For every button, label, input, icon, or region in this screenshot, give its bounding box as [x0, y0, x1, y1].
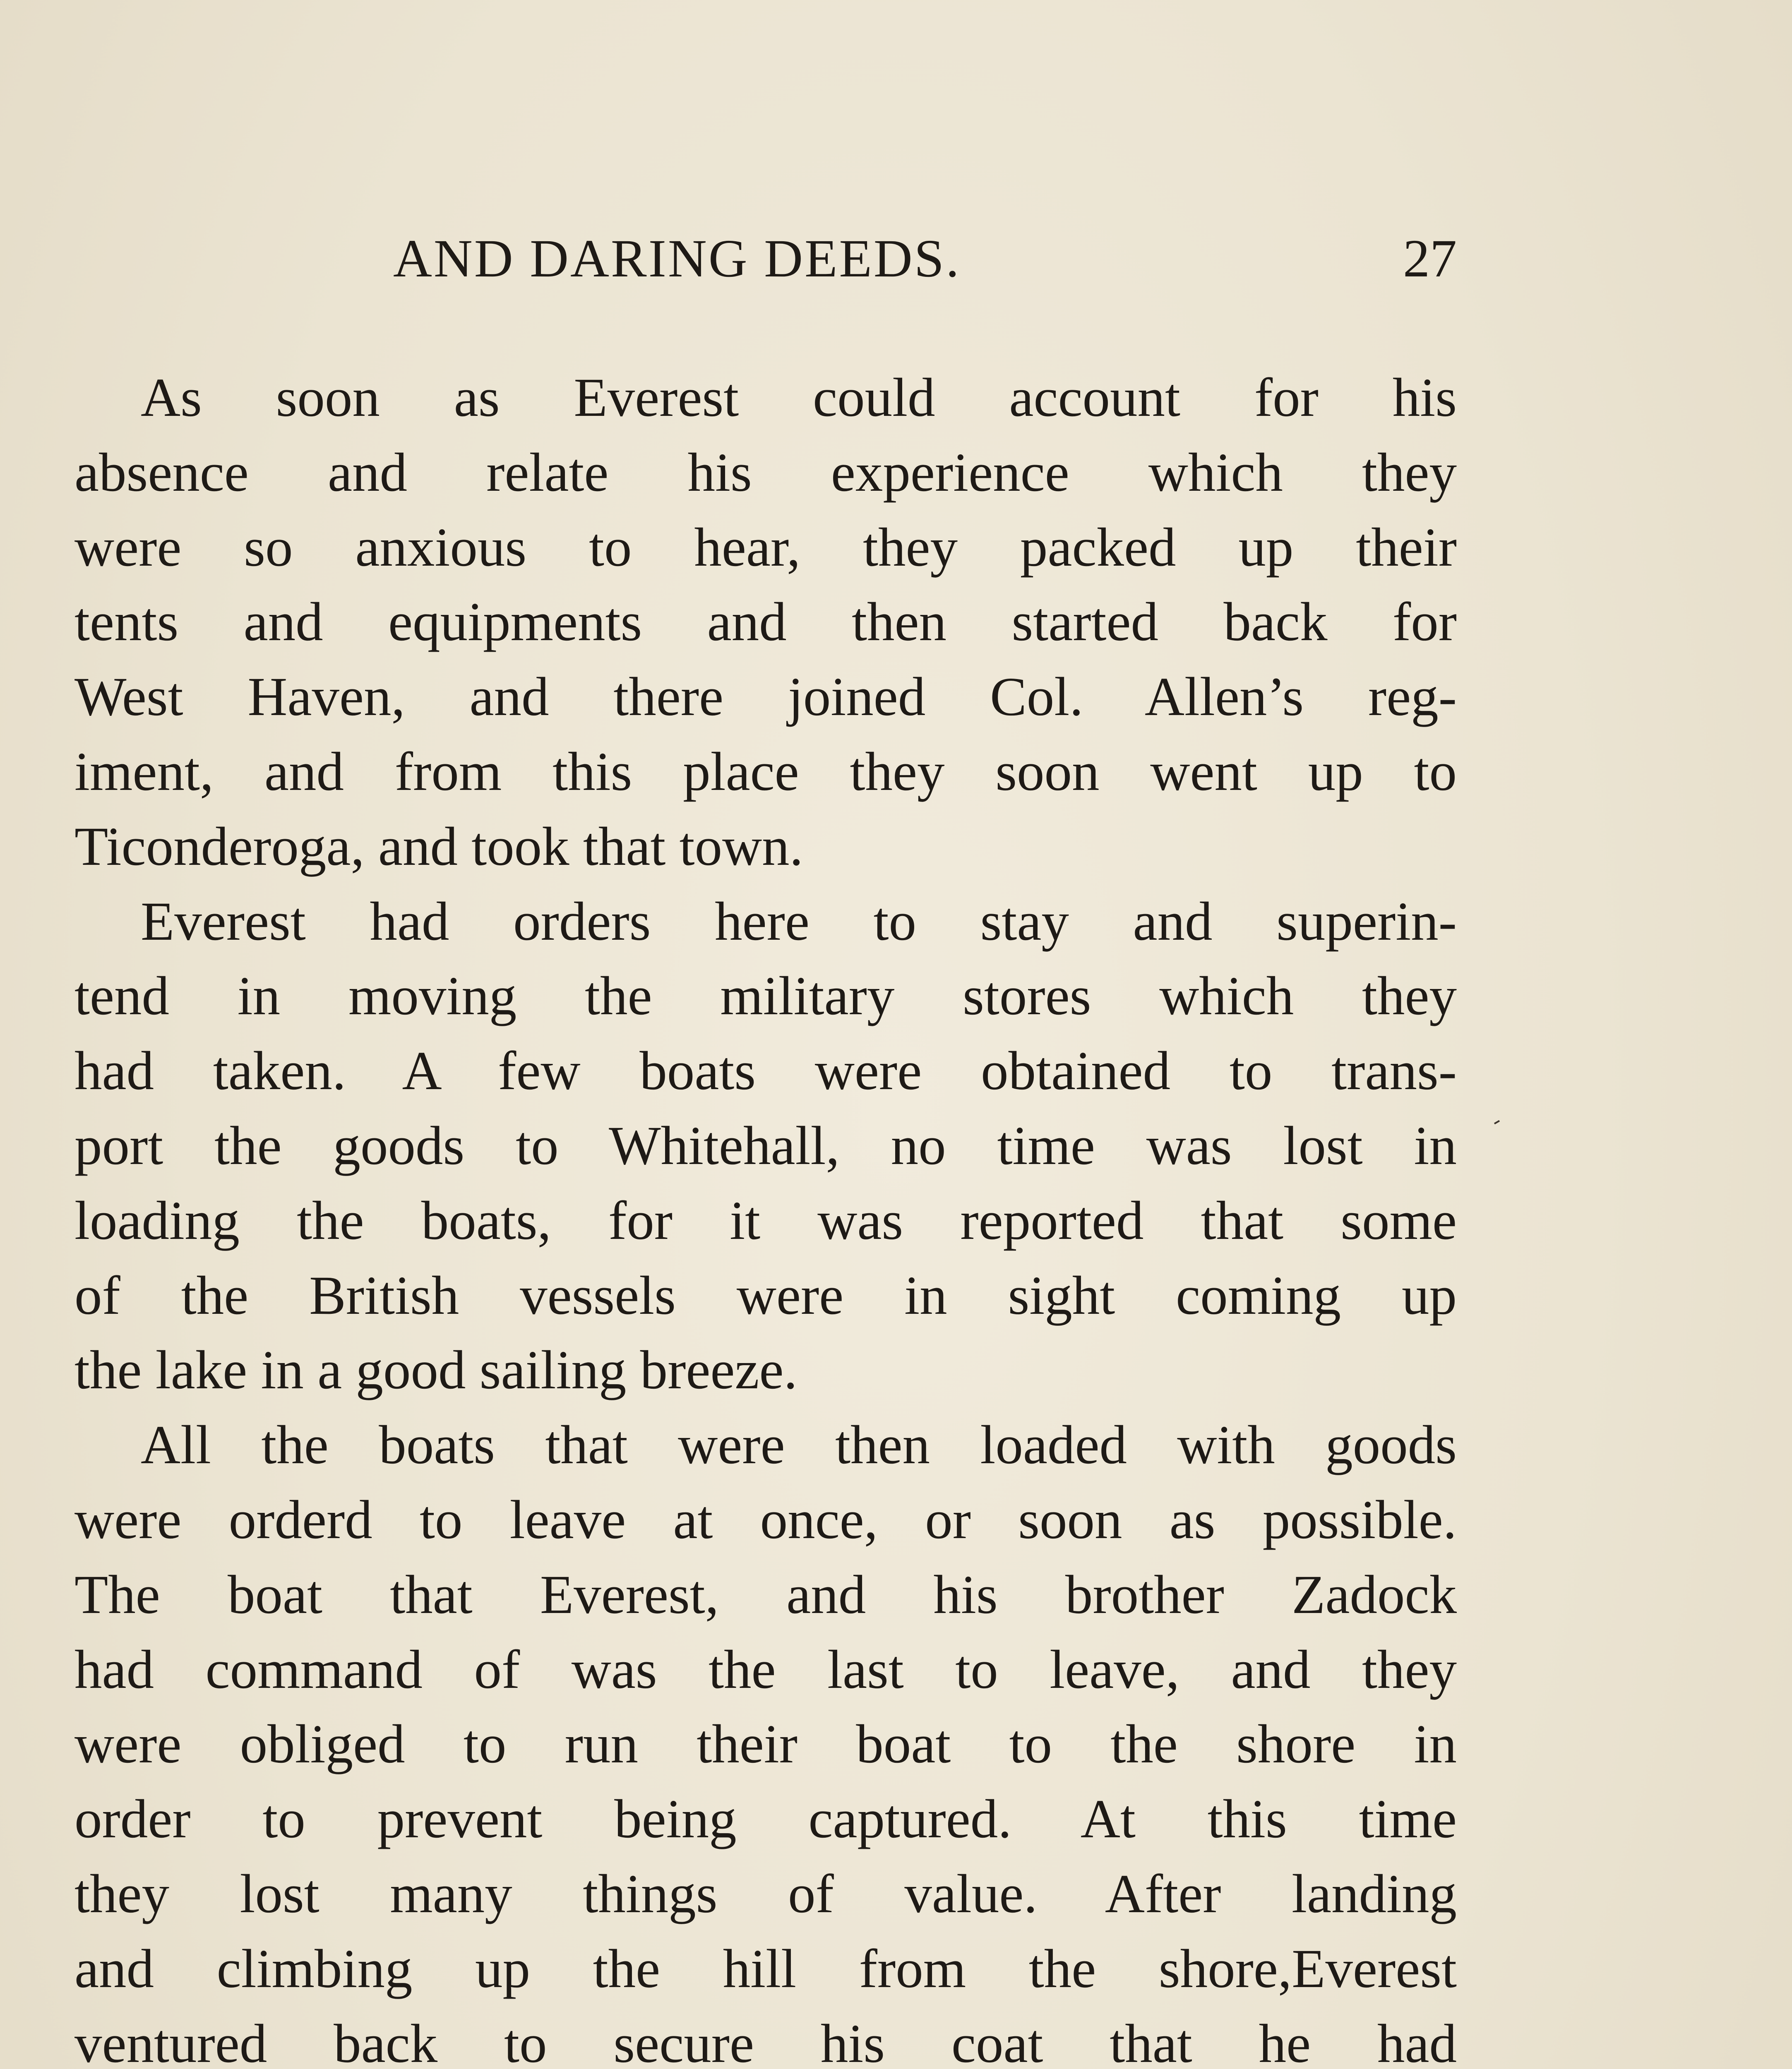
text-line: All the boats that were then loaded with goods — [141, 1414, 1457, 1476]
text-line: iment, and from this place they soon went up to — [74, 740, 1457, 802]
body-text — [74, 360, 1457, 2069]
running-head: AND DARING DEEDS. — [393, 229, 961, 288]
paragraph-3 — [74, 1407, 1457, 2069]
text-line: tend in moving the military stores which they — [74, 965, 1457, 1027]
text-line: loading the boats, for it was reported that some — [74, 1189, 1457, 1251]
text-line: Ticonderoga, and took that town. — [74, 815, 803, 877]
paragraph-1 — [74, 360, 1457, 884]
text-line: had taken. A few boats were obtained to trans- — [74, 1040, 1457, 1102]
text-line: had command of was the last to leave, and they — [74, 1638, 1457, 1700]
text-line: port the goods to Whitehall, no time was lost in — [74, 1114, 1457, 1176]
text-line: The boat that Everest, and his brother Zadock — [74, 1563, 1457, 1625]
text-line: were obliged to run their boat to the shore in — [74, 1713, 1457, 1775]
text-line: order to prevent being captured. At this time — [74, 1788, 1457, 1850]
page-header — [74, 223, 1457, 294]
text-line: West Haven, and there joined Col. Allen’s reg- — [74, 666, 1457, 727]
text-line: absence and relate his experience which they — [74, 441, 1457, 503]
paragraph-2 — [74, 884, 1457, 1408]
text-line: were so anxious to hear, they packed up their — [74, 516, 1457, 578]
text-line: of the British vessels were in sight coming up — [74, 1264, 1457, 1326]
text-line: the lake in a good sailing breeze. — [74, 1339, 798, 1401]
text-line: they lost many things of value. After landing — [74, 1863, 1457, 1924]
page-number: 27 — [1403, 229, 1457, 288]
text-line: and climbing up the hill from the shore,Everest — [74, 1937, 1457, 1999]
text-line: As soon as Everest could account for his — [141, 367, 1457, 428]
text-line: ventured back to secure his coat that he had — [74, 2012, 1457, 2069]
text-line: were orderd to leave at once, or soon as possible. — [74, 1488, 1457, 1550]
paper-speck — [1494, 1120, 1500, 1124]
text-line: Everest had orders here to stay and superin- — [141, 890, 1457, 952]
text-line: tents and equipments and then started back for — [74, 591, 1457, 653]
